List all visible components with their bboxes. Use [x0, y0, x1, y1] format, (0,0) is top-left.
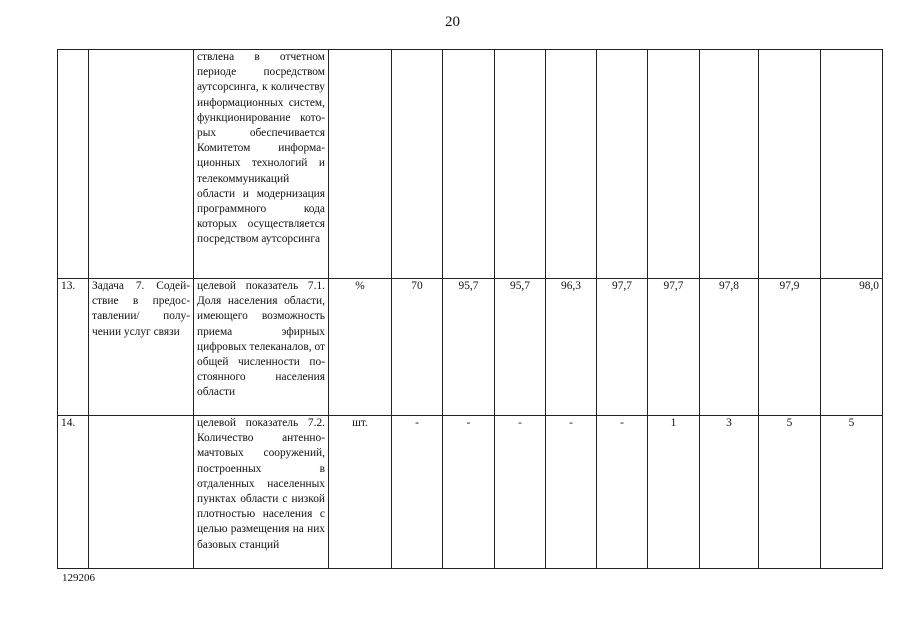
value-cell [392, 50, 443, 279]
value-cell: - [546, 416, 597, 569]
indicator-description-cell: ствлена в отчетном периоде посредством аутсорсинга, к количеству информационных систем, функционирование которых обеспечивается Комитетом информационных технологий и телекоммуникаций области и модернизация программного кода которых осуществляется посредством аутсорсинга [194, 50, 329, 279]
value-cell: 70 [392, 279, 443, 416]
task-cell [89, 50, 194, 279]
value-cell: 96,3 [546, 279, 597, 416]
document-code: 129206 [62, 572, 95, 584]
value-cell: 97,9 [759, 279, 821, 416]
value-cell: - [392, 416, 443, 569]
task-cell [89, 416, 194, 569]
value-cell: 5 [759, 416, 821, 569]
value-cell: 1 [648, 416, 700, 569]
value-cell [821, 50, 883, 279]
value-cell: 98,0 [821, 279, 883, 416]
value-cell: - [443, 416, 495, 569]
task-cell: Задача 7. Содействие в предоставлении/ получении услуг связи [89, 279, 194, 416]
indicators-table [57, 49, 883, 569]
page-number: 20 [445, 14, 460, 30]
value-cell: 3 [700, 416, 759, 569]
table-row [58, 416, 883, 569]
value-cell [759, 50, 821, 279]
value-cell: 5 [821, 416, 883, 569]
indicator-description-cell: целевой показатель 7.1. Доля населения области, имеющего возможность приема эфирных цифровых телеканалов, от общей численности постоянного населения области [194, 279, 329, 416]
row-number-cell: 13. [58, 279, 89, 416]
value-cell [495, 50, 546, 279]
value-cell: - [597, 416, 648, 569]
value-cell: - [495, 416, 546, 569]
unit-cell: шт. [329, 416, 392, 569]
value-cell: 95,7 [495, 279, 546, 416]
value-cell: 97,8 [700, 279, 759, 416]
unit-cell: % [329, 279, 392, 416]
indicator-description-cell: целевой показатель 7.2. Количество антенно-мачтовых сооружений, построенных в отдаленных населенных пунктах области с низкой плотностью населения с целью размещения на них базовых станций [194, 416, 329, 569]
table-row [58, 279, 883, 416]
value-cell [597, 50, 648, 279]
table-row [58, 50, 883, 279]
unit-cell [329, 50, 392, 279]
value-cell: 97,7 [597, 279, 648, 416]
value-cell [648, 50, 700, 279]
value-cell [700, 50, 759, 279]
value-cell: 97,7 [648, 279, 700, 416]
row-number-cell: 14. [58, 416, 89, 569]
value-cell [546, 50, 597, 279]
row-number-cell [58, 50, 89, 279]
value-cell: 95,7 [443, 279, 495, 416]
value-cell [443, 50, 495, 279]
